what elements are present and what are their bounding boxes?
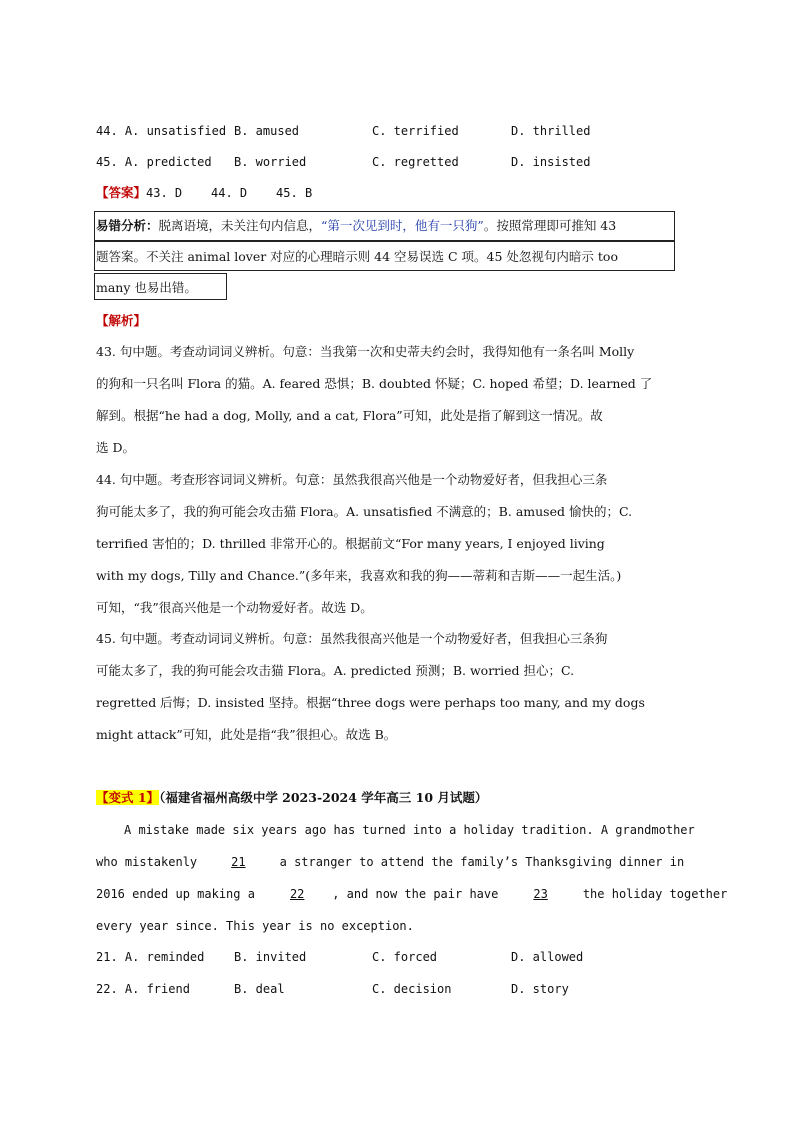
option-b: B. amused xyxy=(234,124,300,138)
option-d: D. insisted xyxy=(511,155,591,169)
option-b: B. worried xyxy=(234,155,307,169)
error-label: 易错分析： xyxy=(96,218,159,233)
passage-line2 xyxy=(96,853,684,871)
passage-text: , and now the pair have xyxy=(332,887,499,901)
analysis-label: 【解析】 xyxy=(96,313,147,328)
analysis-44-line3: terrified 害怕的；D. thrilled 非常开心的。根据前文“For many years, I enjoyed living xyxy=(96,536,605,551)
option-c: C. decision xyxy=(372,982,452,996)
passage-line3 xyxy=(96,885,727,903)
answer-text: 43. D 44. D 45. B xyxy=(146,186,313,200)
analysis-43-line2: 的狗和一只名叫 Flora 的猫。A. feared 恐惧；B. doubted 怀疑；C. hoped 希望；D. learned 了 xyxy=(96,376,653,391)
option-a: 45. A. predicted xyxy=(96,155,212,169)
option-a: 21. A. reminded xyxy=(96,950,205,964)
error-analysis-line3: many 也易出错。 xyxy=(96,280,197,295)
option-d: D. story xyxy=(511,982,569,996)
analysis-44-line2: 狗可能太多了，我的狗可能会攻击猫 Flora。A. unsatisfied 不满意的；B. amused 愉快的；C. xyxy=(96,504,633,519)
variant-label: 【变式 1】 xyxy=(96,790,160,805)
answer-label: 【答案】 xyxy=(96,185,147,200)
error-analysis-line2: 题答案。不关注 animal lover 对应的心理暗示则 44 空易误选 C 项。45 处忽视句内暗示 too xyxy=(96,249,618,264)
blank-23: 23 xyxy=(533,887,548,901)
analysis-45-line2: 可能太多了，我的狗可能会攻击猫 Flora。A. predicted 预测；B. worried 担心；C. xyxy=(96,663,575,678)
option-d: D. thrilled xyxy=(511,124,591,138)
analysis-43-line1: 43. 句中题。考查动词词义辨析。句意：当我第一次和史蒂夫约会时，我得知他有一条名叫 Molly xyxy=(96,344,635,359)
option-c: C. forced xyxy=(372,950,438,964)
analysis-45-line4: might attack”可知，此处是指“我”很担心。故选 B。 xyxy=(96,727,397,742)
analysis-44-line4: with my dogs, Tilly and Chance.”(多年来，我喜欢和我的狗——蒂莉和吉斯——一起生活。) xyxy=(96,568,622,583)
analysis-43-line4: 选 D。 xyxy=(96,440,135,455)
analysis-43-line3: 解到。根据“he had a dog, Molly, and a cat, Flora”可知，此处是指了解到这一情况。故 xyxy=(96,408,603,423)
error-analysis-line1 xyxy=(96,217,616,235)
answer-line xyxy=(96,184,312,202)
analysis-45-line1: 45. 句中题。考查动词词义辨析。句意：虽然我很高兴他是一个动物爱好者，但我担心三条狗 xyxy=(96,631,608,646)
error-text1: 脱离语境，未关注句内信息， xyxy=(158,218,322,233)
option-d: D. allowed xyxy=(511,950,584,964)
passage-text: 2016 ended up making a xyxy=(96,887,255,901)
blank-21: 21 xyxy=(231,855,246,869)
analysis-44-line5: 可知，“我”很高兴他是一个动物爱好者。故选 D。 xyxy=(96,600,373,615)
variant-heading xyxy=(96,789,487,807)
option-a: 22. A. friend xyxy=(96,982,190,996)
passage-line4: every year since. This year is no exception. xyxy=(96,919,414,933)
analysis-44-line1: 44. 句中题。考查形容词词义辨析。句意：虽然我很高兴他是一个动物爱好者，但我担心三条 xyxy=(96,472,608,487)
passage-text: who mistakenly xyxy=(96,855,198,869)
variant-source: （福建省福州高级中学 2023-2024 学年高三 10 月试题） xyxy=(159,790,488,805)
passage-line1: A mistake made six years ago has turned into a holiday tradition. A grandmother xyxy=(124,823,695,837)
passage-text: a stranger to attend the family’s Thanksgiving dinner in xyxy=(279,855,685,869)
analysis-45-line3: regretted 后悔；D. insisted 坚持。根据“three dogs were perhaps too many, and my dogs xyxy=(96,695,645,710)
option-b: B. invited xyxy=(234,950,307,964)
passage-text: the holiday together xyxy=(582,887,728,901)
option-c: C. regretted xyxy=(372,155,459,169)
option-c: C. terrified xyxy=(372,124,459,138)
option-b: B. deal xyxy=(234,982,285,996)
error-quote: “第一次见到时，他有一只狗” xyxy=(321,218,484,233)
blank-22: 22 xyxy=(289,887,305,901)
error-text2: 。按照常理即可推知 43 xyxy=(483,218,617,233)
option-a: 44. A. unsatisfied xyxy=(96,124,227,138)
